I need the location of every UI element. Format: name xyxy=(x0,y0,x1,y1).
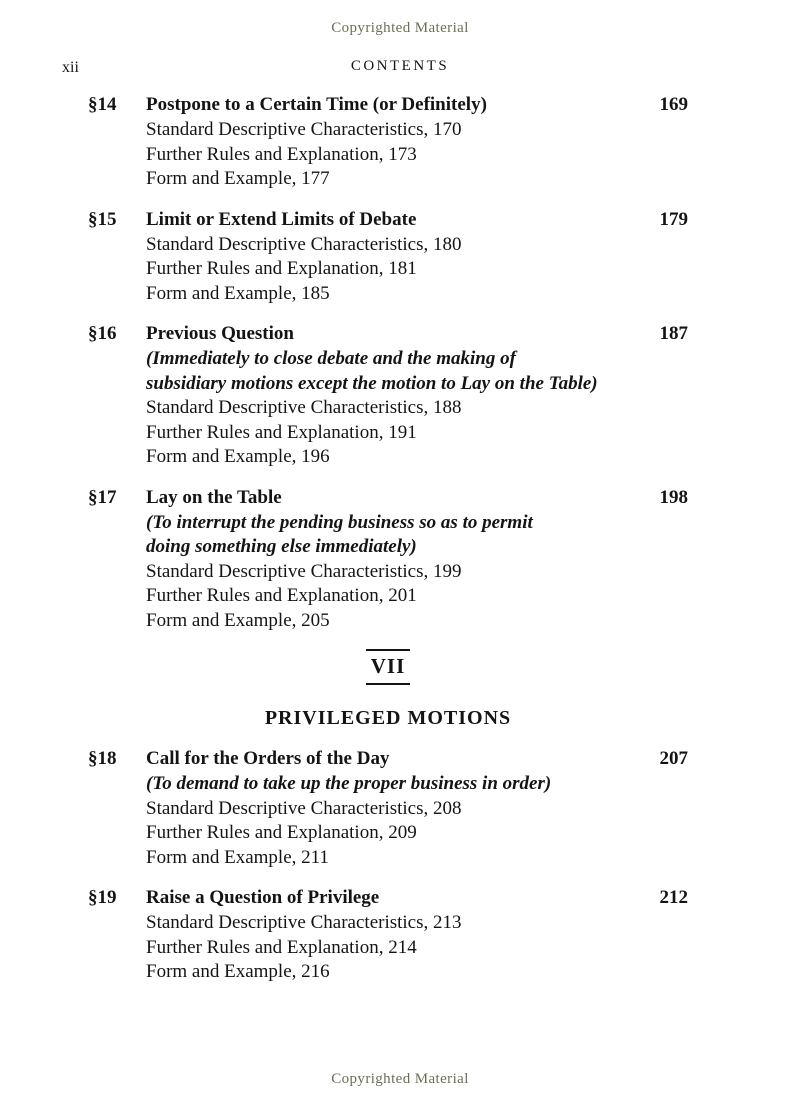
entry-subline: Further Rules and Explanation, 173 xyxy=(146,143,417,165)
entry-page-number: 187 xyxy=(659,323,688,344)
entry-title: Postpone to a Certain Time (or Definitely) xyxy=(146,94,487,115)
entry-subline: Standard Descriptive Characteristics, 199 xyxy=(146,560,462,582)
entry-subtitle-line: (To demand to take up the proper business in order) xyxy=(146,773,552,794)
entry-title: Previous Question xyxy=(146,323,294,344)
entry-subtitle-line: (To interrupt the pending business so as to permit xyxy=(146,511,533,533)
entry-head xyxy=(88,746,688,772)
copyright-notice-top: Copyrighted Material xyxy=(331,20,469,36)
running-head: CONTENTS xyxy=(350,58,450,74)
toc-entry xyxy=(88,92,688,192)
entry-subtitle-line: subsidiary motions except the motion to Lay on the Table) xyxy=(146,372,598,394)
entry-head xyxy=(88,207,688,233)
entry-subline: Form and Example, 216 xyxy=(146,961,330,982)
entry-number: §19 xyxy=(88,887,117,908)
entry-subline: Standard Descriptive Characteristics, 170 xyxy=(146,119,462,140)
entry-head xyxy=(88,885,688,911)
entry-head xyxy=(88,321,688,347)
entry-subline: Standard Descriptive Characteristics, 213 xyxy=(146,912,462,933)
entry-head xyxy=(88,92,688,118)
entry-subline: Standard Descriptive Characteristics, 180 xyxy=(146,233,462,255)
copyright-notice-bottom: Copyrighted Material xyxy=(331,1071,469,1087)
entry-body xyxy=(146,347,688,470)
entry-body xyxy=(146,911,688,985)
entry-subline: Further Rules and Explanation, 191 xyxy=(146,421,417,443)
entry-page-number: 198 xyxy=(659,486,688,508)
entry-title: Call for the Orders of the Day xyxy=(146,748,390,769)
entry-body xyxy=(146,118,688,192)
toc-entry xyxy=(88,885,688,985)
toc-entry xyxy=(88,207,688,307)
toc-entry xyxy=(88,746,688,870)
part-divider xyxy=(88,649,688,730)
entry-subtitle-line: (Immediately to close debate and the making of xyxy=(146,348,516,369)
toc-entry xyxy=(88,485,688,634)
toc-entry xyxy=(88,321,688,470)
part-title: PRIVILEGED MOTIONS xyxy=(264,707,512,729)
entry-number: §14 xyxy=(88,94,117,115)
entry-subline: Form and Example, 177 xyxy=(146,168,330,189)
entry-subline: Form and Example, 196 xyxy=(146,446,330,467)
entry-subline: Standard Descriptive Characteristics, 208 xyxy=(146,797,462,819)
page-number: xii xyxy=(62,59,79,76)
entry-page-number: 212 xyxy=(659,887,688,908)
entry-subline: Further Rules and Explanation, 209 xyxy=(146,822,417,843)
part-numeral: VII xyxy=(366,649,411,685)
entry-number: §16 xyxy=(88,323,117,344)
entry-subline: Form and Example, 185 xyxy=(146,282,330,304)
entry-number: §17 xyxy=(88,486,117,508)
entry-subtitle-line: doing something else immediately) xyxy=(146,536,417,557)
entry-head xyxy=(88,485,688,511)
entry-title: Lay on the Table xyxy=(146,486,282,508)
entry-subline: Further Rules and Explanation, 181 xyxy=(146,258,417,279)
entry-subline: Form and Example, 205 xyxy=(146,609,330,631)
entry-title: Raise a Question of Privilege xyxy=(146,887,380,908)
entry-title: Limit or Extend Limits of Debate xyxy=(146,208,417,230)
entry-page-number: 169 xyxy=(659,94,688,115)
entry-subline: Further Rules and Explanation, 201 xyxy=(146,585,417,606)
entry-number: §15 xyxy=(88,208,117,230)
entry-body xyxy=(146,233,688,307)
entry-number: §18 xyxy=(88,748,117,769)
entry-page-number: 207 xyxy=(659,748,688,769)
entry-subline: Further Rules and Explanation, 214 xyxy=(146,936,417,958)
table-of-contents xyxy=(88,92,688,1000)
entry-body xyxy=(146,511,688,634)
entry-subline: Form and Example, 211 xyxy=(146,846,329,868)
entry-subline: Standard Descriptive Characteristics, 188 xyxy=(146,397,462,418)
page-header xyxy=(0,58,800,80)
entry-body xyxy=(146,772,688,870)
entry-page-number: 179 xyxy=(659,208,688,230)
